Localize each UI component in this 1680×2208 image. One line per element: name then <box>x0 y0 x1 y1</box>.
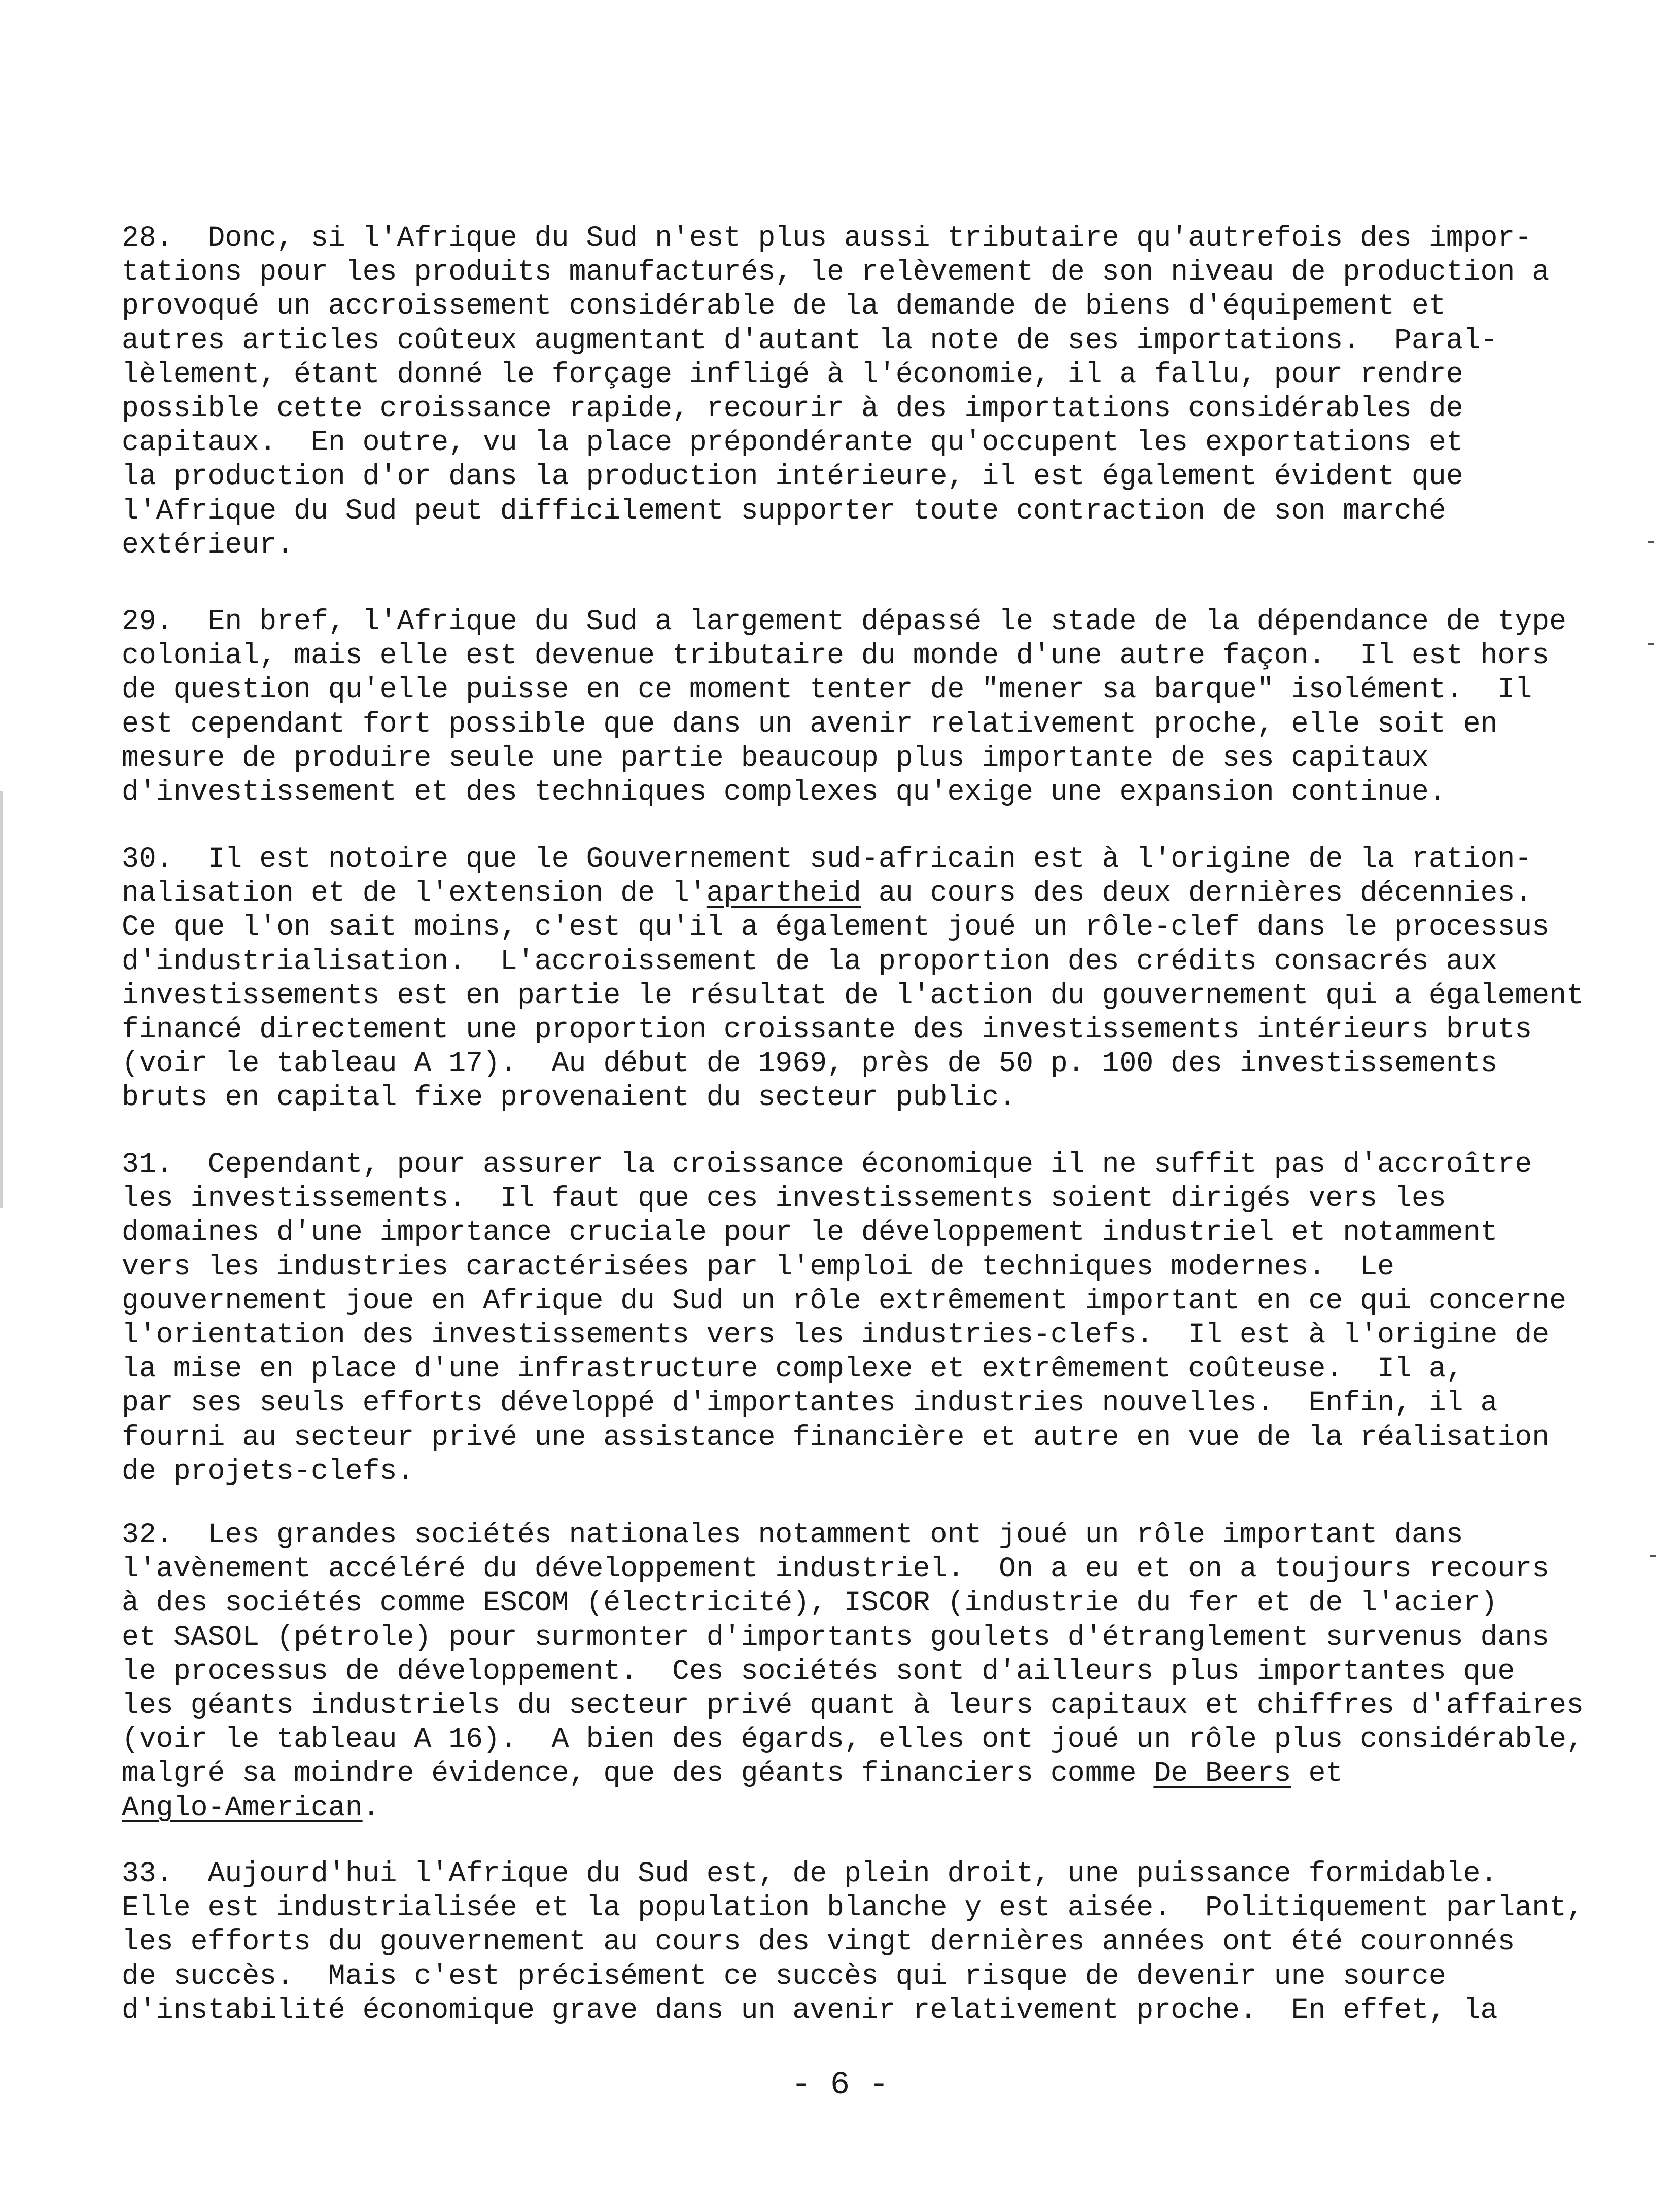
text-line: l'avènement accéléré du développement industriel. On a eu et on a toujours recours <box>122 1552 1550 1585</box>
scan-mark <box>1648 643 1654 645</box>
text-line: 31. Cependant, pour assurer la croissance économique il ne suffit pas d'accroître <box>122 1148 1532 1181</box>
text-line: lèlement, étant donné le forçage infligé à l'économie, il a fallu, pour rendre <box>122 358 1463 391</box>
page-number: - 6 - <box>791 2067 889 2103</box>
text-line <box>122 876 1572 910</box>
text-line: d'industrialisation. L'accroissement de la proportion des crédits consacrés aux <box>122 945 1498 978</box>
text-line <box>122 1791 1572 1825</box>
text-line: et SASOL (pétrole) pour surmonter d'importants goulets d'étranglement survenus dans <box>122 1620 1550 1653</box>
text-line: vers les industries caractérisées par l'emploi de techniques modernes. Le <box>122 1250 1395 1283</box>
text-line: de question qu'elle puisse en ce moment tenter de "mener sa barque" isolément. Il <box>122 673 1532 706</box>
text-line: Elle est industrialisée et la population blanche y est aisée. Politiquement parlant, <box>122 1891 1584 1924</box>
text-line: 33. Aujourd'hui l'Afrique du Sud est, de plein droit, une puissance formidable. <box>122 1857 1498 1890</box>
paragraph-32 <box>122 1518 1584 1825</box>
text-line: financé directement une proportion croissante des investissements intérieurs bruts <box>122 1013 1532 1046</box>
text-line: capitaux. En outre, vu la place prépondérante qu'occupent les exportations et <box>122 426 1463 459</box>
paragraph-33 <box>122 1857 1584 2027</box>
text-line: possible cette croissance rapide, recourir à des importations considérables de <box>122 392 1463 425</box>
text-run: malgré sa moindre évidence, que des géants financiers comme <box>122 1757 1154 1790</box>
text-line: 29. En bref, l'Afrique du Sud a largement dépassé le stade de la dépendance de type <box>122 605 1567 638</box>
text-line: d'investissement et des techniques complexes qu'exige une expansion continue. <box>122 775 1446 808</box>
text-run: et <box>1291 1757 1343 1790</box>
underlined-term-apartheid: apartheid <box>706 877 861 910</box>
paragraph-31 <box>122 1148 1572 1489</box>
text-line: gouvernement joue en Afrique du Sud un rôle extrêmement important en ce qui concerne <box>122 1284 1567 1317</box>
text-line: à des sociétés comme ESCOM (électricité), ISCOR (industrie du fer et de l'acier) <box>122 1586 1498 1619</box>
text-run: au cours des deux dernières décennies. <box>861 877 1532 910</box>
text-line: 28. Donc, si l'Afrique du Sud n'est plus aussi tributaire qu'autrefois des impor- <box>122 222 1532 254</box>
text-line: provoqué un accroissement considérable de la demande de biens d'équipement et <box>122 290 1446 323</box>
scan-edge-shadow <box>0 791 3 1208</box>
text-line: par ses seuls efforts développé d'importantes industries nouvelles. Enfin, il a <box>122 1387 1498 1420</box>
text-line: fourni au secteur privé une assistance financière et autre en vue de la réalisation <box>122 1421 1550 1454</box>
text-line: autres articles coûteux augmentant d'autant la note de ses importations. Paral- <box>122 324 1498 357</box>
text-line: la mise en place d'une infrastructure complexe et extrêmement coûteuse. Il a, <box>122 1353 1463 1386</box>
text-run: . <box>362 1791 380 1824</box>
text-line: domaines d'une importance cruciale pour le développement industriel et notamment <box>122 1216 1498 1249</box>
text-line: le processus de développement. Ces sociétés sont d'ailleurs plus importantes que <box>122 1654 1515 1687</box>
text-run: nalisation et de l'extension de l' <box>122 877 707 910</box>
paragraph-29 <box>122 605 1572 809</box>
text-line: colonial, mais elle est devenue tributaire du monde d'une autre façon. Il est hors <box>122 639 1550 672</box>
text-line: tations pour les produits manufacturés, le relèvement de son niveau de production a <box>122 256 1550 289</box>
text-line: les efforts du gouvernement au cours des vingt dernières années ont été couronnés <box>122 1925 1515 1958</box>
text-line: 32. Les grandes sociétés nationales notamment ont joué un rôle important dans <box>122 1519 1463 1551</box>
paragraph-28 <box>122 221 1572 562</box>
scan-mark <box>1648 541 1654 543</box>
text-line: de succès. Mais c'est précisément ce succès qui risque de devenir une source <box>122 1959 1446 1992</box>
underlined-term-de-beers: De Beers <box>1153 1757 1291 1790</box>
text-line: bruts en capital fixe provenaient du secteur public. <box>122 1081 1017 1114</box>
text-line: de projets-clefs. <box>122 1455 414 1488</box>
text-line: les géants industriels du secteur privé quant à leurs capitaux et chiffres d'affaires <box>122 1688 1584 1721</box>
text-line: 30. Il est notoire que le Gouvernement sud-africain est à l'origine de la ration- <box>122 843 1532 875</box>
text-line: l'orientation des investissements vers les industries-clefs. Il est à l'origine de <box>122 1318 1550 1351</box>
text-line <box>122 1756 1572 1790</box>
text-line: les investissements. Il faut que ces investissements soient dirigés vers les <box>122 1182 1446 1215</box>
text-line: la production d'or dans la production intérieure, il est également évident que <box>122 460 1463 493</box>
text-line: mesure de produire seule une partie beaucoup plus importante de ses capitaux <box>122 741 1429 774</box>
scan-mark <box>1650 1555 1656 1557</box>
text-line: (voir le tableau A 17). Au début de 1969, près de 50 p. 100 des investissements <box>122 1047 1498 1080</box>
text-line: (voir le tableau A 16). A bien des égards, elles ont joué un rôle plus considérable, <box>122 1723 1584 1756</box>
paragraph-30 <box>122 842 1584 1115</box>
text-line: extérieur. <box>122 528 294 561</box>
text-line: Ce que l'on sait moins, c'est qu'il a également joué un rôle-clef dans le processus <box>122 911 1550 944</box>
text-line: l'Afrique du Sud peut difficilement supporter toute contraction de son marché <box>122 494 1446 527</box>
text-line: d'instabilité économique grave dans un avenir relativement proche. En effet, la <box>122 1993 1498 2026</box>
text-line: est cependant fort possible que dans un avenir relativement proche, elle soit en <box>122 707 1498 740</box>
underlined-term-anglo-american: Anglo-American <box>122 1791 363 1824</box>
text-line: investissements est en partie le résultat de l'action du gouvernement qui a également <box>122 979 1584 1012</box>
